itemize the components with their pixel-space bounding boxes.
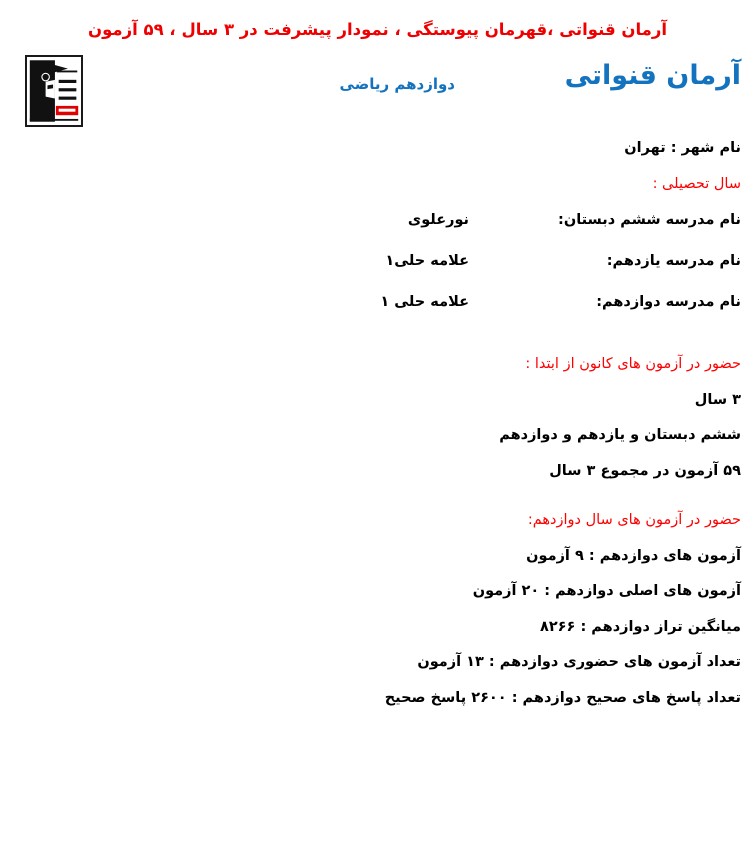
- section-gap-1: [0, 335, 755, 357]
- attendance-all-line-grades: ششم دبستان و یازدهم و دوازدهم: [499, 427, 741, 443]
- school-label-twelfth: نام مدرسه دوازدهم:: [596, 294, 741, 310]
- info-block: [0, 141, 755, 705]
- school-value-sixth: نورعلوی: [407, 212, 469, 228]
- stat-twelfth-exams: آزمون های دوازدهم : ۹ آزمون: [526, 547, 741, 564]
- city-line: نام شهر : تهران: [624, 140, 741, 156]
- attendance-twelfth-heading: حضور در آزمون های سال دوازدهم:: [527, 512, 741, 528]
- school-value-eleventh: علامه حلی۱: [385, 253, 469, 269]
- academic-year-label: سال تحصیلی :: [652, 175, 741, 192]
- section-gap-2: [0, 499, 755, 513]
- school-row-twelfth: [0, 294, 755, 314]
- kanoon-ghalamchi-logo: [25, 55, 83, 127]
- stat-twelfth-in-person-exams: تعداد آزمون های حضوری دوازدهم : ۱۳ آزمون: [417, 654, 741, 670]
- attendance-all-heading: حضور در آزمون های کانون از ابتدا :: [525, 356, 741, 372]
- school-row-eleventh: [0, 253, 755, 273]
- student-name: آرمان قنواتی: [564, 60, 741, 91]
- school-value-twelfth: علامه حلی ۱: [380, 294, 469, 310]
- banner-title: آرمان قنواتی ،قهرمان پیوستگی ، نمودار پیشرفت در ۳ سال ، ۵۹ آزمون: [87, 20, 668, 39]
- graduate-figure-icon: [27, 57, 81, 125]
- school-label-eleventh: نام مدرسه یازدهم:: [606, 253, 741, 269]
- attendance-all-line-years: ۳ سال: [694, 391, 741, 408]
- logo-artwork: [27, 57, 81, 125]
- header-row: [0, 55, 755, 137]
- school-row-sixth: [0, 212, 755, 232]
- school-label-sixth: نام مدرسه ششم دبستان:: [558, 212, 741, 228]
- student-grade: دوازدهم ریاضی: [339, 75, 455, 93]
- stat-twelfth-correct-answers: تعداد پاسخ های صحیح دوازدهم : ۲۶۰۰ پاسخ صحیح: [384, 689, 741, 706]
- stat-twelfth-average-taraz: میانگین تراز دوازدهم : ۸۲۶۶: [539, 618, 741, 635]
- attendance-all-line-total-exams: ۵۹ آزمون در مجموع ۳ سال: [549, 462, 741, 479]
- stat-twelfth-main-exams: آزمون های اصلی دوازدهم : ۲۰ آزمون: [472, 583, 741, 599]
- page-banner: [0, 0, 755, 39]
